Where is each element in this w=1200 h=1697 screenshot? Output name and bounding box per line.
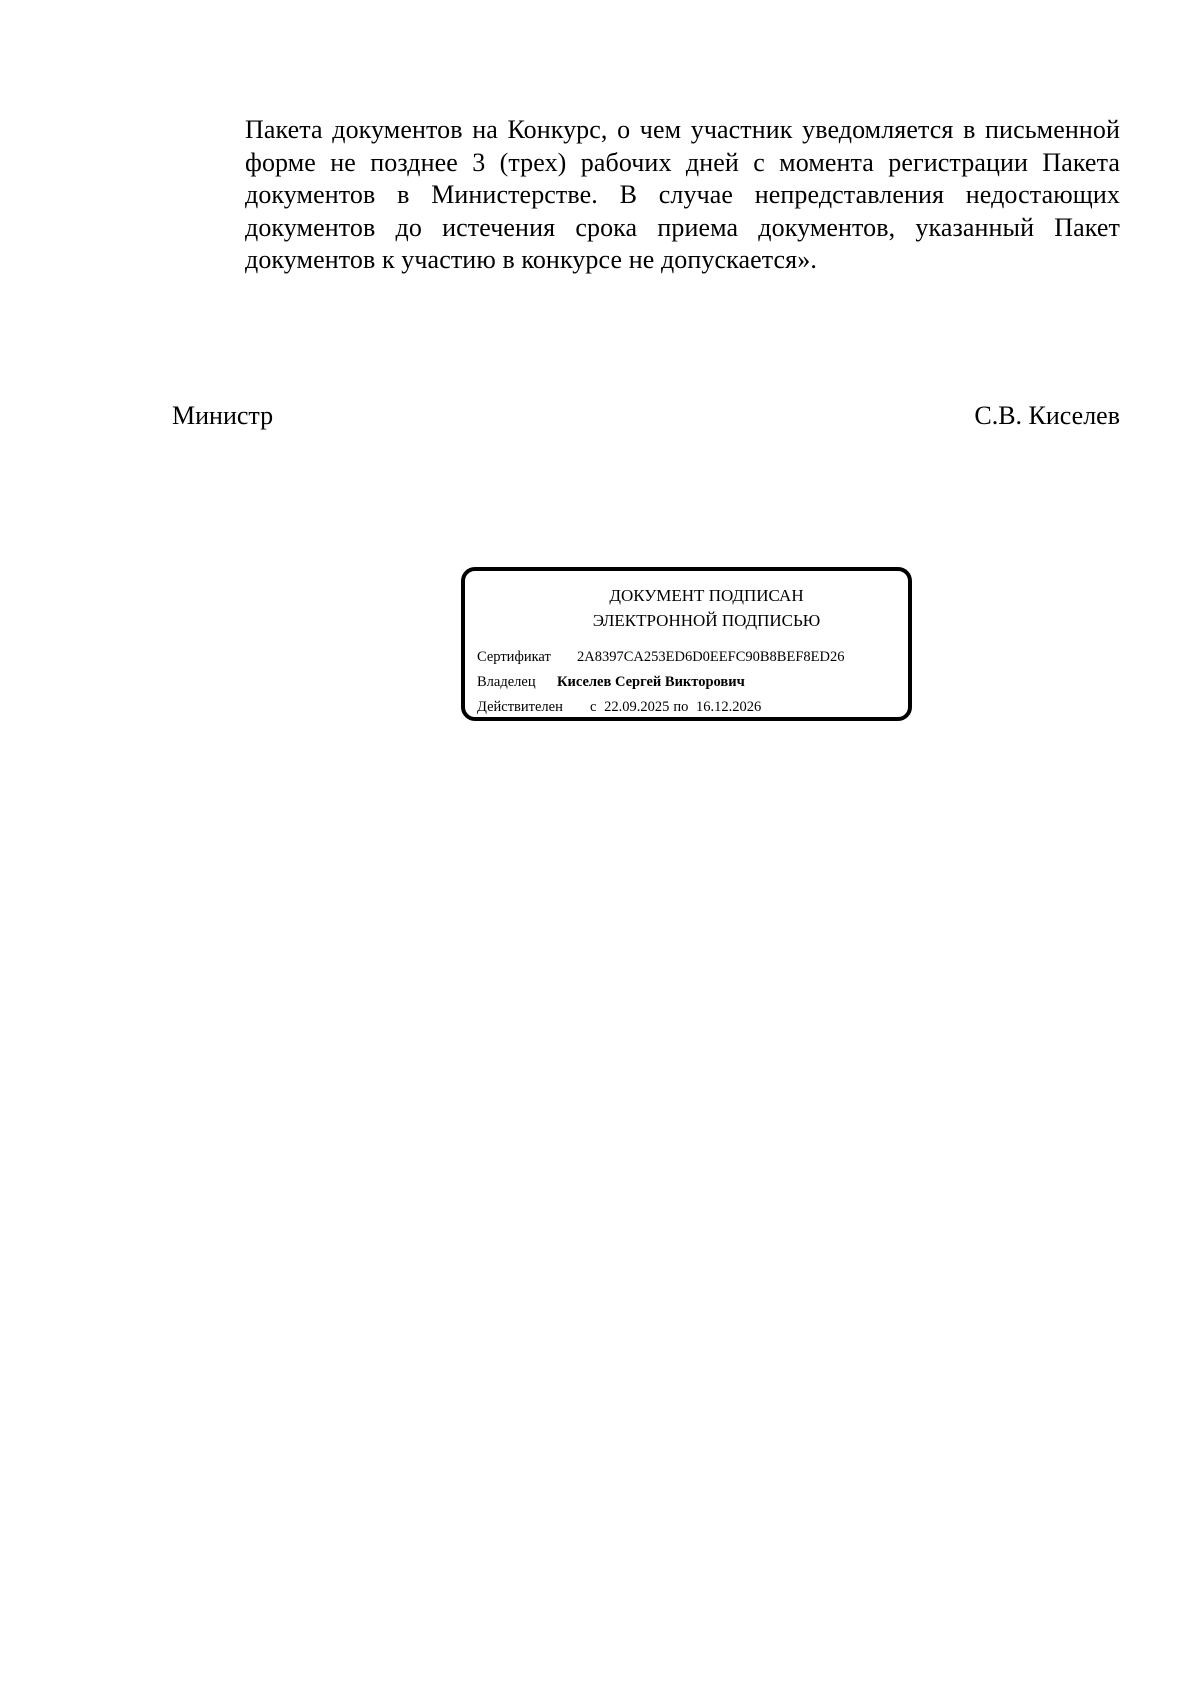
signature-row [172,400,1120,440]
owner-label: Владелец [477,674,536,690]
owner-value: Киселев Сергей Викторович [557,674,745,690]
signer-name: С.В. Киселев [974,401,1120,430]
body-paragraph: Пакета документов на Конкурс, о чем участник уведомляется в письменной форме не позднее 3 (трех) рабочих дней с момента регистрации Пакета документов в Министерстве. В случае непредставления недостающих документов до истечения срока приема документов, указанный Пакет документов к участию в конкурсе не допускается». [245,115,1120,275]
stamp-owner-row [477,673,745,691]
signer-position: Министр [172,401,274,430]
valid-to-date: 16.12.2026 [695,699,762,715]
certificate-value: 2A8397CA253ED6D0EEFC90B8BEF8ED26 [577,649,845,665]
stamp-certificate-row [477,648,844,666]
valid-to-prefix: по [673,699,689,715]
stamp-title [465,583,908,633]
stamp-title-line-2: ЭЛЕКТРОННОЙ ПОДПИСЬЮ [592,611,821,630]
stamp-validity-row [477,698,765,716]
valid-from-date: 22.09.2025 [604,699,670,715]
certificate-label: Сертификат [477,649,551,665]
valid-label: Действителен [477,699,563,715]
electronic-signature-stamp [461,567,912,721]
stamp-title-line-1: ДОКУМЕНТ ПОДПИСАН [609,586,804,605]
valid-from-prefix: с [590,699,597,715]
